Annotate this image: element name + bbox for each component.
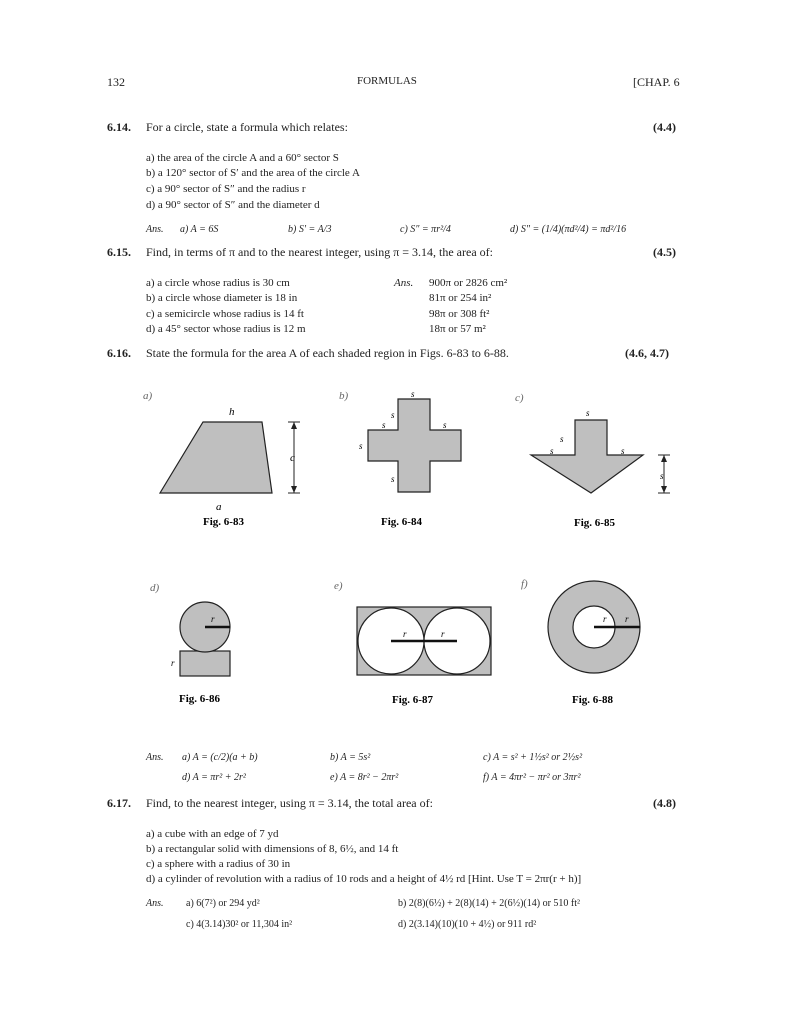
problem-text: State the formula for the area A of each shaded region in Figs. 6-83 to 6-88. bbox=[146, 346, 509, 360]
answer: d) S″ = (1/4)(πd²/4) = πd²/16 bbox=[510, 224, 627, 235]
square-shape bbox=[180, 651, 230, 676]
section-ref: (4.8) bbox=[653, 796, 676, 810]
list-item: a) a cube with an edge of 7 yd bbox=[146, 828, 279, 840]
answer: c) A = s² + 1½s² or 2½s² bbox=[483, 752, 583, 763]
problem-number: 6.17. bbox=[107, 796, 131, 810]
label-a: a bbox=[216, 501, 222, 513]
fig-6-84 bbox=[339, 389, 461, 528]
answer: 81π or 254 in² bbox=[429, 292, 492, 304]
list-item: c) a 90° sector of S″ and the radius r bbox=[146, 183, 306, 195]
answer: b) A = 5s² bbox=[330, 752, 371, 763]
label-r: r bbox=[403, 629, 407, 639]
answer-label: Ans. bbox=[146, 224, 164, 235]
figure-caption: Fig. 6-83 bbox=[203, 516, 244, 528]
list-item: c) a semicircle whose radius is 14 ft bbox=[146, 308, 304, 320]
answer: b) S′ = A/3 bbox=[288, 224, 332, 235]
label-s: s bbox=[359, 441, 363, 451]
answer: e) A = 8r² − 2πr² bbox=[330, 772, 399, 783]
fig-letter: f) bbox=[521, 578, 528, 590]
fig-letter: c) bbox=[515, 392, 524, 404]
label-s: s bbox=[621, 446, 625, 456]
answer: b) 2(8)(6½) + 2(8)(14) + 2(6½)(14) or 510 ft² bbox=[398, 898, 581, 909]
label-c: c bbox=[290, 452, 295, 464]
answer-label: Ans. bbox=[394, 277, 414, 289]
label-s: s bbox=[550, 446, 554, 456]
problem-number: 6.14. bbox=[107, 120, 131, 134]
label-s: s bbox=[391, 410, 395, 420]
section-ref: (4.6, 4.7) bbox=[625, 346, 669, 360]
problem-text: Find, in terms of π and to the nearest integer, using π = 3.14, the area of: bbox=[146, 245, 493, 259]
label-h: h bbox=[229, 406, 235, 418]
fig-6-85 bbox=[515, 392, 670, 529]
list-item: d) a 90° sector of S″ and the diameter d bbox=[146, 199, 320, 211]
trapezoid-shape bbox=[160, 422, 272, 493]
label-s: s bbox=[391, 474, 395, 484]
answer: a) 6(7²) or 294 yd² bbox=[186, 898, 260, 909]
fig-letter: d) bbox=[150, 582, 160, 594]
fig-letter: a) bbox=[143, 390, 153, 402]
fig-6-87 bbox=[334, 580, 491, 706]
problem-number: 6.15. bbox=[107, 245, 131, 259]
figure-caption: Fig. 6-85 bbox=[574, 517, 615, 529]
running-title: FORMULAS bbox=[357, 75, 417, 87]
problem-number: 6.16. bbox=[107, 346, 131, 360]
fig-6-86 bbox=[150, 582, 230, 705]
figure-caption: Fig. 6-88 bbox=[572, 694, 613, 706]
label-s: s bbox=[660, 471, 664, 481]
fig-6-83 bbox=[143, 390, 300, 528]
label-r: r bbox=[441, 629, 445, 639]
answer: d) A = πr² + 2r² bbox=[182, 772, 246, 783]
answer: 98π or 308 ft² bbox=[429, 308, 490, 320]
section-ref: (4.5) bbox=[653, 245, 676, 259]
answer-label: Ans. bbox=[146, 752, 164, 763]
arrow-head bbox=[661, 486, 667, 493]
label-s: s bbox=[382, 420, 386, 430]
problem-text: For a circle, state a formula which relates: bbox=[146, 120, 348, 134]
list-item: a) a circle whose radius is 30 cm bbox=[146, 277, 290, 289]
fig-6-88 bbox=[521, 578, 640, 706]
chapter-label: [CHAP. 6 bbox=[633, 75, 680, 89]
label-r: r bbox=[603, 614, 607, 624]
label-r: r bbox=[171, 658, 175, 668]
label-s: s bbox=[586, 408, 590, 418]
list-item: a) the area of the circle A and a 60° sector S bbox=[146, 152, 339, 164]
answer-label: Ans. bbox=[146, 898, 164, 909]
figure-caption: Fig. 6-86 bbox=[179, 693, 220, 705]
cross-shape bbox=[368, 399, 461, 492]
label-r: r bbox=[211, 614, 215, 624]
section-ref: (4.4) bbox=[653, 120, 676, 134]
figure-caption: Fig. 6-84 bbox=[381, 516, 422, 528]
label-r: r bbox=[625, 614, 629, 624]
list-item: b) a 120° sector of S′ and the area of the circle A bbox=[146, 167, 360, 179]
problem-text: Find, to the nearest integer, using π = 3.14, the total area of: bbox=[146, 796, 433, 810]
answer: 900π or 2826 cm² bbox=[429, 277, 508, 289]
answer: a) A = (c/2)(a + b) bbox=[182, 752, 258, 763]
answer: 18π or 57 m² bbox=[429, 323, 486, 335]
answer: f) A = 4πr² − πr² or 3πr² bbox=[483, 772, 581, 783]
list-item: c) a sphere with a radius of 30 in bbox=[146, 858, 291, 870]
arrow-head bbox=[291, 422, 297, 429]
list-item: b) a rectangular solid with dimensions of 8, 6½, and 14 ft bbox=[146, 843, 399, 855]
page-number: 132 bbox=[107, 75, 125, 89]
fig-letter: e) bbox=[334, 580, 343, 592]
fig-letter: b) bbox=[339, 390, 349, 402]
list-item: d) a cylinder of revolution with a radius of 10 rods and a height of 4½ rd [Hint. Use T = 2πr(r + h)] bbox=[146, 873, 582, 885]
arrow-head bbox=[661, 455, 667, 462]
label-s: s bbox=[560, 434, 564, 444]
label-s: s bbox=[443, 420, 447, 430]
arrow-shape bbox=[531, 420, 643, 493]
list-item: b) a circle whose diameter is 18 in bbox=[146, 292, 298, 304]
answer: d) 2(3.14)(10)(10 + 4½) or 911 rd² bbox=[398, 919, 537, 930]
answer: c) 4(3.14)30² or 11,304 in² bbox=[186, 919, 293, 930]
list-item: d) a 45° sector whose radius is 12 m bbox=[146, 323, 306, 335]
label-s: s bbox=[411, 389, 415, 399]
figure-caption: Fig. 6-87 bbox=[392, 694, 433, 706]
arrow-head bbox=[291, 486, 297, 493]
answer: a) A = 6S bbox=[180, 224, 219, 235]
answer: c) S″ = πr²/4 bbox=[400, 224, 451, 235]
